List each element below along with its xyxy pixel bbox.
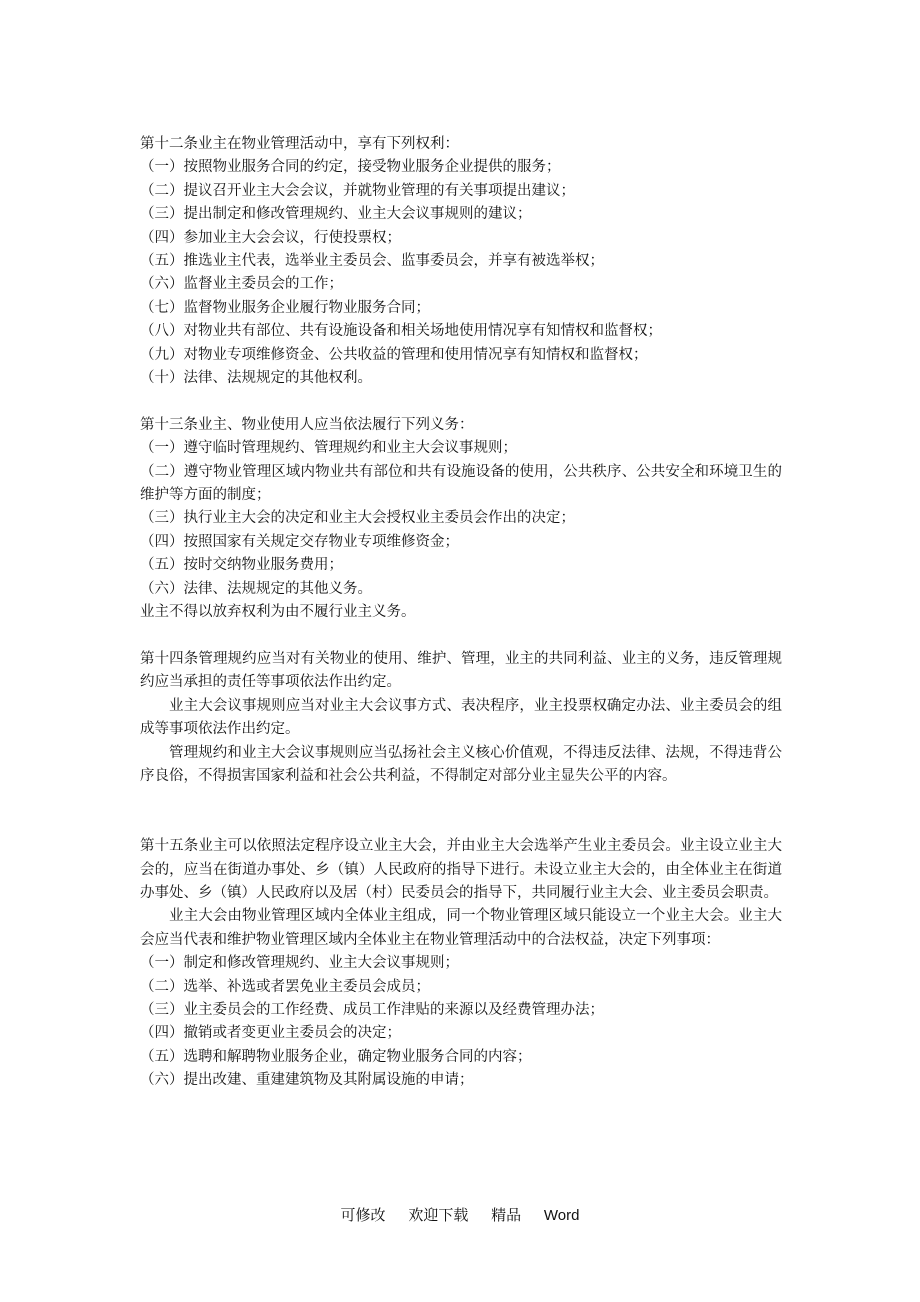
article-15-paragraph-2: 业主大会由物业管理区域内全体业主组成，同一个物业管理区域只能设立一个业主大会。业主大会应当代表和维护物业管理区域内全体业主在物业管理活动中的合法权益，决定下列事项：: [140, 908, 782, 948]
article-15-paragraph-1: 第十五条业主可以依照法定程序设立业主大会，并由业主大会选举产生业主委员会。业主设立业主大会的，应当在街道办事处、乡（镇）人民政府的指导下进行。未设立业主大会的，由全体业主在街道办事处、乡（镇）人民政府以及居（村）民委员会的指导下，共同履行业主大会、业主委员会职责。: [140, 838, 782, 901]
article-12-item: （二）提议召开业主大会会议，并就物业管理的有关事项提出建议；: [140, 182, 575, 199]
article-13-item: （三）执行业主大会的决定和业主大会授权业主委员会作出的决定；: [140, 510, 575, 527]
article-12-item: （五）推选业主代表，选举业主委员会、监事委员会，并享有被选举权；: [140, 253, 604, 270]
article-12-item: （一）按照物业服务合同的约定，接受物业服务企业提供的服务；: [140, 159, 561, 176]
article-14-paragraph-3: 管理规约和业主大会议事规则应当弘扬社会主义核心价值观，不得违反法律、法规，不得违背公序良俗，不得损害国家利益和社会公共利益，不得制定对部分业主显失公平的内容。: [140, 744, 782, 784]
article-15-item: （六）提出改建、重建建筑物及其附属设施的申请；: [140, 1072, 474, 1089]
article-15-item: （二）选举、补选或者罢免业主委员会成员；: [140, 978, 430, 995]
article-12-item: （八）对物业共有部位、共有设施设备和相关场地使用情况享有知情权和监督权；: [140, 323, 662, 340]
article-12-item: （四）参加业主大会会议，行使投票权；: [140, 229, 401, 246]
footer-quality-label: 精品: [491, 1206, 522, 1224]
article-12-item: （十）法律、法规规定的其他权利。: [140, 370, 372, 387]
article-15-item: （四）撤销或者变更业主委员会的决定；: [140, 1025, 401, 1042]
article-12-item: （七）监督物业服务企业履行物业服务合同；: [140, 299, 430, 316]
article-12-item: （三）提出制定和修改管理规约、业主大会议事规则的建议；: [140, 206, 532, 223]
document-body: [140, 133, 782, 1093]
article-15-item: （三）业主委员会的工作经费、成员工作津贴的来源以及经费管理办法；: [140, 1001, 604, 1018]
article-15-item: （五）选聘和解聘物业服务企业，确定物业服务合同的内容；: [140, 1048, 532, 1065]
article-13-item: （四）按照国家有关规定交存物业专项维修资金；: [140, 533, 459, 550]
article-13-item: （六）法律、法规规定的其他义务。: [140, 580, 372, 597]
article-15-item: （一）制定和修改管理规约、业主大会议事规则；: [140, 955, 459, 972]
article-13-item: （五）按时交纳物业服务费用；: [140, 557, 343, 574]
footer-editable-label: 可修改: [340, 1206, 386, 1224]
page-footer: [0, 1203, 920, 1228]
article-12-item: （九）对物业专项维修资金、公共收益的管理和使用情况享有知情权和监督权；: [140, 346, 648, 363]
article-12-heading: 第十二条业主在物业管理活动中，享有下列权利：: [140, 136, 459, 152]
article-13-item: （二）遵守物业管理区域内物业共有部位和共有设施设备的使用，公共秩序、公共安全和环境卫生的维护等方面的制度；: [140, 463, 782, 504]
article-12-item: （六）监督业主委员会的工作；: [140, 276, 343, 293]
article-14-paragraph-2: 业主大会议事规则应当对业主大会议事方式、表决程序，业主投票权确定办法、业主委员会的组成等事项依法作出约定。: [140, 697, 782, 738]
footer-word-label: Word: [543, 1207, 580, 1224]
article-13-heading: 第十三条业主、物业使用人应当依法履行下列义务：: [140, 416, 474, 433]
article-13-closing: 业主不得以放弃权利为由不履行业主义务。: [140, 604, 416, 621]
footer-download-label: 欢迎下载: [408, 1206, 469, 1224]
article-13-item: （一）遵守临时管理规约、管理规约和业主大会议事规则；: [140, 440, 517, 457]
article-14-paragraph-1: 第十四条管理规约应当对有关物业的使用、维护、管理，业主的共同利益、业主的义务，违反管理规约应当承担的责任等事项依法作出约定。: [140, 650, 782, 691]
